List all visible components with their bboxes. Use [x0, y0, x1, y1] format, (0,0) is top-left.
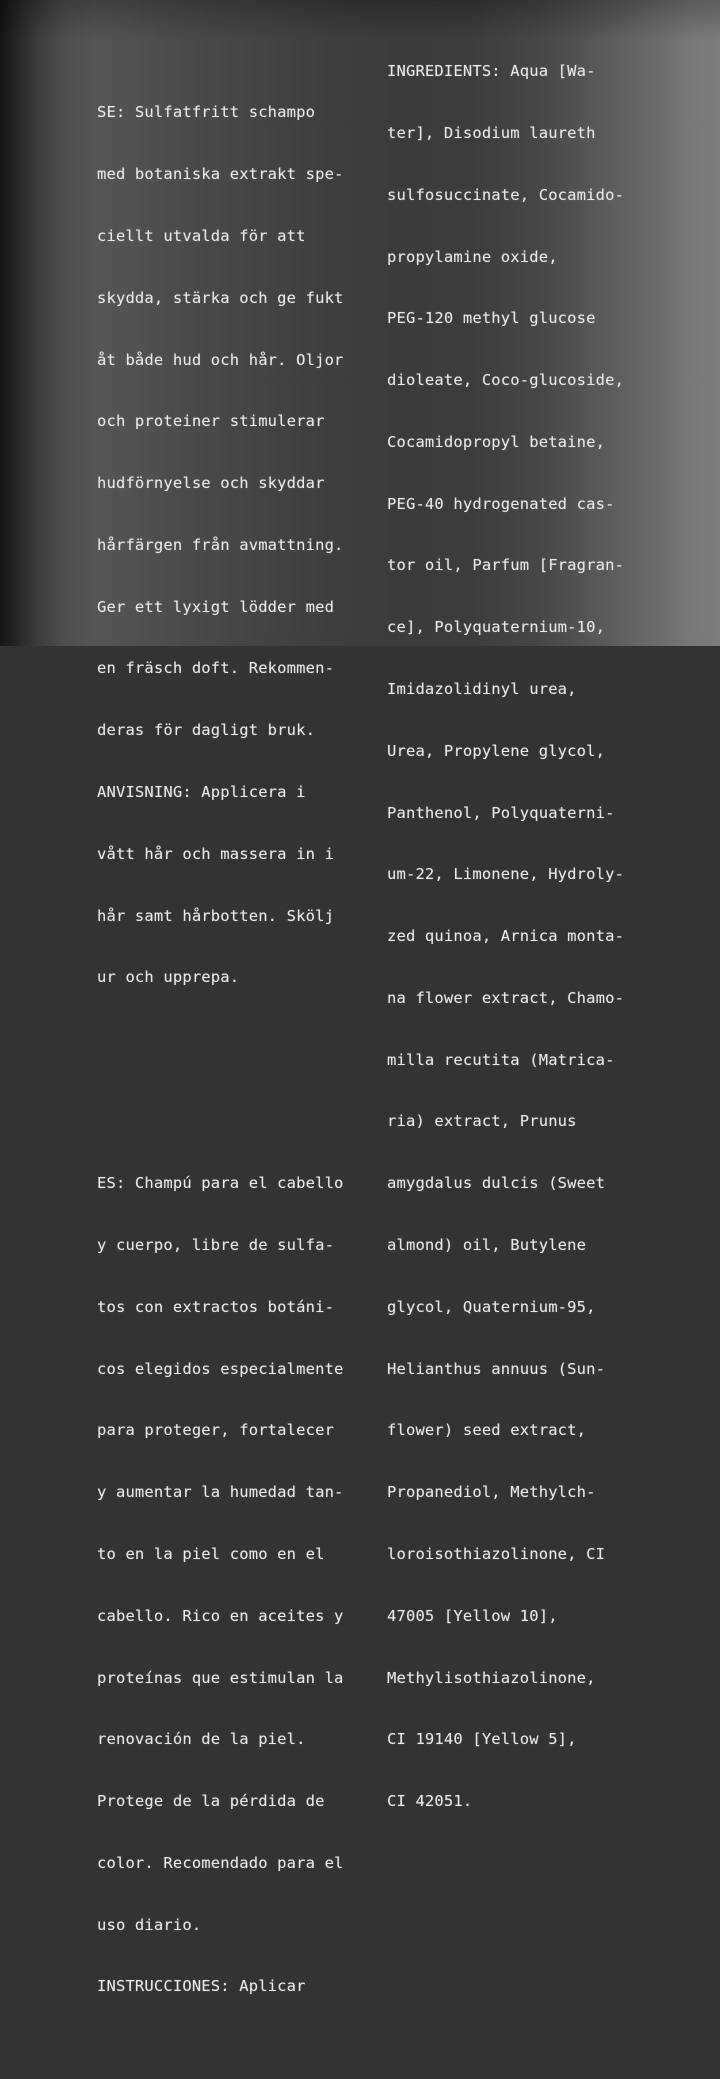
ingredients-line: na flower extract, Chamo-	[387, 988, 625, 1007]
ingredients-line: Urea, Propylene glycol,	[387, 741, 606, 760]
text-line: hårfärgen från avmattning.	[97, 535, 344, 554]
left-text-column	[97, 20, 344, 2079]
text-line: och proteiner stimulerar	[97, 412, 325, 431]
ingredients-line: CI 19140 [Yellow 5],	[387, 1730, 577, 1749]
ingredients-line: dioleate, Coco-glucoside,	[387, 371, 625, 390]
text-line: vått hår och massera in i	[97, 844, 335, 863]
ingredients-line: CI 42051.	[387, 1792, 473, 1811]
ingredients-line: loroisothiazolinone, CI	[387, 1544, 606, 1563]
text-line: proteínas que estimulan la	[97, 1668, 344, 1687]
text-line: ES: Champú para el cabello	[97, 1174, 344, 1193]
text-line: cos elegidos especialmente	[97, 1359, 344, 1378]
ingredients-line: Helianthus annuus (Sun-	[387, 1359, 606, 1378]
ingredients-line: glycol, Quaternium-95,	[387, 1297, 596, 1316]
ingredients-line: almond) oil, Butylene	[387, 1236, 587, 1255]
text-line: deras för dagligt bruk.	[97, 721, 316, 740]
text-line: y cuerpo, libre de sulfa-	[97, 1236, 335, 1255]
text-line: INSTRUCCIONES: Aplicar	[97, 1977, 306, 1996]
ingredients-line: um-22, Limonene, Hydroly-	[387, 865, 625, 884]
text-line: SE: Sulfatfritt schampo	[97, 103, 316, 122]
ingredients-line: ria) extract, Prunus	[387, 1112, 577, 1131]
paragraph-gap	[97, 1070, 344, 1091]
ingredients-line: zed quinoa, Arnica monta-	[387, 927, 625, 946]
ingredients-line: Propanediol, Methylch-	[387, 1483, 596, 1502]
ingredients-line: tor oil, Parfum [Fragran-	[387, 556, 625, 575]
ingredients-line: PEG-40 hydrogenated cas-	[387, 494, 615, 513]
text-line: to en la piel como en el	[97, 1544, 325, 1563]
ingredients-column	[387, 20, 624, 1853]
ingredients-line: INGREDIENTS: Aqua [Wa-	[387, 62, 596, 81]
ingredients-line: ce], Polyquaternium-10,	[387, 618, 606, 637]
ingredients-line: propylamine oxide,	[387, 247, 558, 266]
ingredients-line: Imidazolidinyl urea,	[387, 680, 577, 698]
text-line: skydda, stärka och ge fukt	[97, 288, 344, 307]
text-line: hudförnyelse och skyddar	[97, 474, 325, 493]
ingredients-line: ter], Disodium laureth	[387, 123, 596, 142]
text-line: ciellt utvalda för att	[97, 226, 306, 245]
text-line: ur och upprepa.	[97, 968, 240, 987]
ingredients-line: Methylisothiazolinone,	[387, 1668, 596, 1687]
text-line: åt både hud och hår. Oljor	[97, 350, 344, 369]
ingredients-line: milla recutita (Matrica-	[387, 1050, 615, 1069]
text-line: cabello. Rico en aceites y	[97, 1606, 344, 1625]
text-line: en fräsch doft. Rekommen-	[97, 659, 335, 678]
ingredients-line: Cocamidopropyl betaine,	[387, 432, 606, 451]
text-line: y aumentar la humedad tan-	[97, 1483, 344, 1502]
text-line: Protege de la pérdida de	[97, 1792, 325, 1811]
text-line: renovación de la piel.	[97, 1730, 306, 1749]
ingredients-line: amygdalus dulcis (Sweet	[387, 1174, 606, 1193]
text-line: med botaniska extrakt spe-	[97, 165, 344, 184]
ingredients-line: Panthenol, Polyquaterni-	[387, 803, 615, 822]
text-line: hår samt hårbotten. Skölj	[97, 906, 335, 925]
text-line: Ger ett lyxigt lödder med	[97, 597, 335, 616]
ingredients-line: sulfosuccinate, Cocamido-	[387, 185, 625, 204]
text-line: ANVISNING: Applicera i	[97, 782, 306, 801]
text-line: color. Recomendado para el	[97, 1853, 344, 1872]
text-line: uso diario.	[97, 1915, 202, 1934]
ingredients-line: PEG-120 methyl glucose	[387, 309, 596, 328]
spanish-description	[97, 1132, 344, 2038]
ingredients-line: flower) seed extract,	[387, 1421, 587, 1440]
text-line: para proteger, fortalecer	[97, 1421, 335, 1440]
swedish-description	[97, 61, 344, 1029]
text-line: tos con extractos botáni-	[97, 1297, 335, 1316]
ingredients-line: 47005 [Yellow 10],	[387, 1606, 558, 1625]
